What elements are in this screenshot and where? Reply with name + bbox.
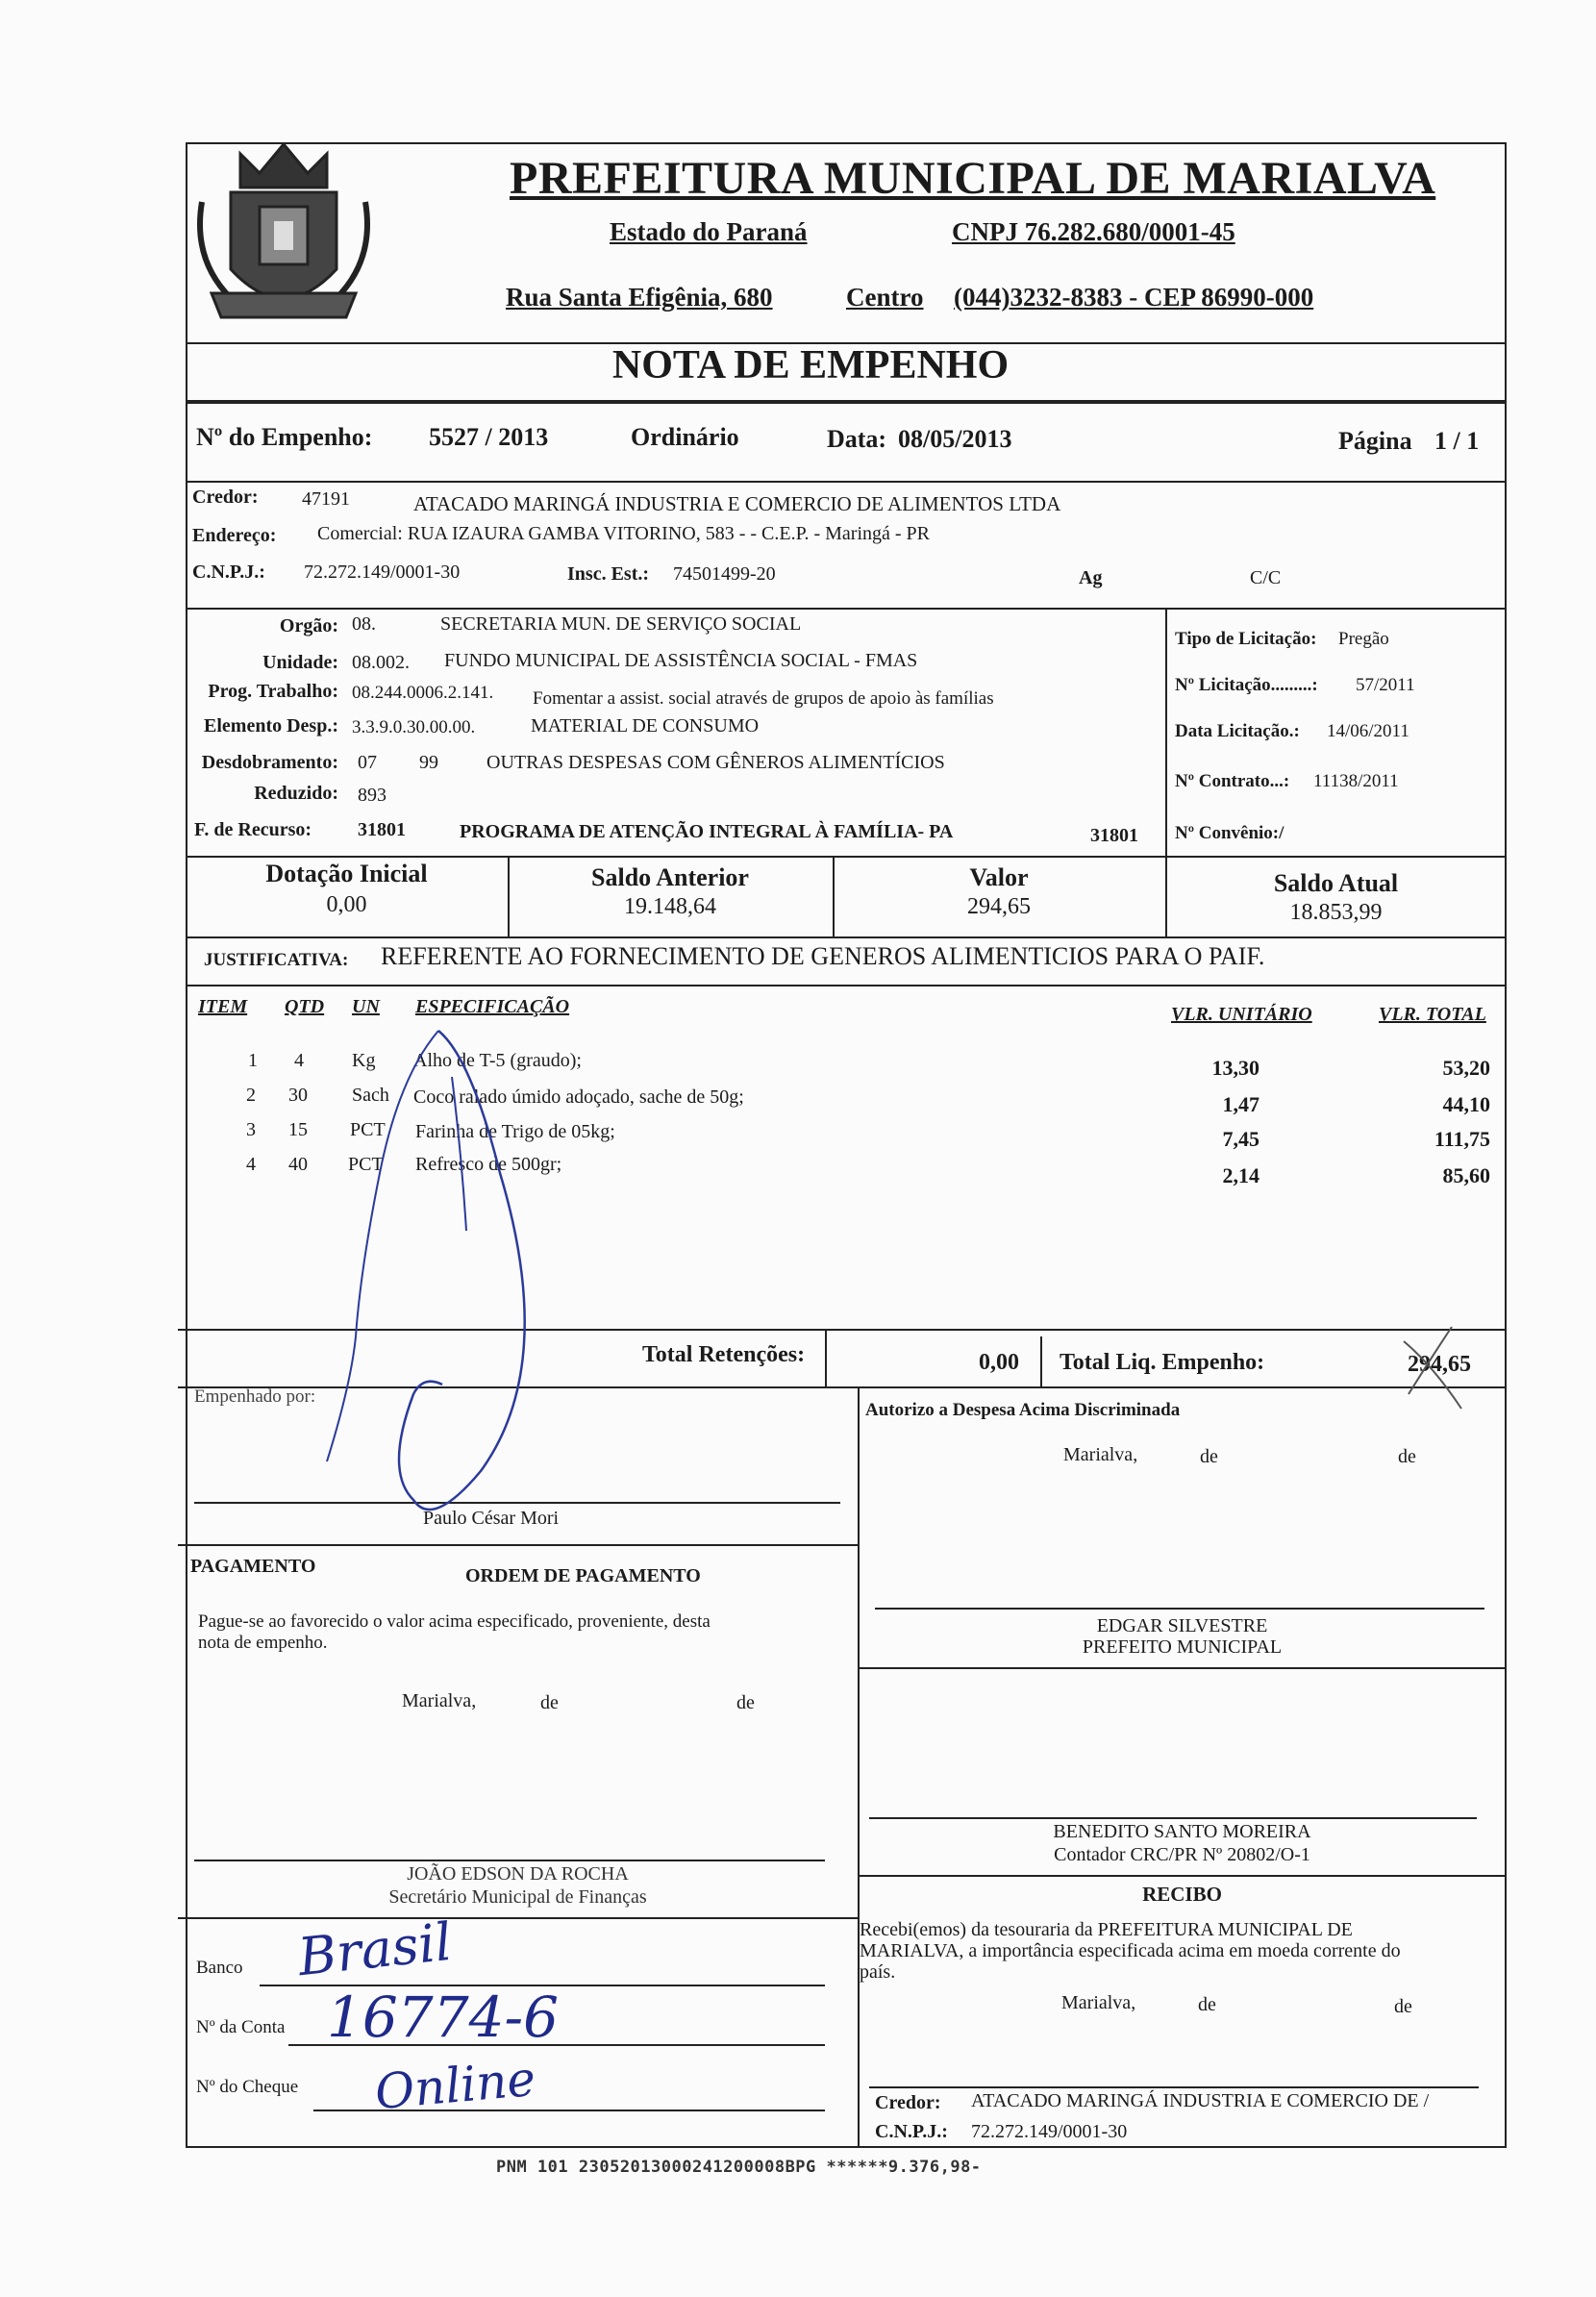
- header-phone-cep: (044)3232-8383 - CEP 86990-000: [954, 283, 1314, 312]
- secretario-name: JOÃO EDSON DA ROCHA: [407, 1863, 629, 1885]
- desdobramento-label: Desdobramento:: [201, 752, 338, 773]
- credor-label: Credor:: [192, 487, 259, 508]
- orgao-label: Orgão:: [279, 615, 338, 637]
- desdobramento-a: 07: [358, 752, 377, 773]
- row-total: 44,10: [1442, 1092, 1490, 1116]
- tipo-licitacao-label: Tipo de Licitação:: [1175, 629, 1317, 649]
- saldo-atual-value: 18.853,99: [1289, 900, 1383, 925]
- convenio-label: Nº Convênio:/: [1175, 823, 1284, 843]
- autorizo-de1: de: [1200, 1446, 1218, 1467]
- recurso-desc: PROGRAMA DE ATENÇÃO INTEGRAL À FAMÍLIA- PA: [460, 821, 954, 842]
- empenho-date: 08/05/2013: [898, 425, 1012, 453]
- empenho-type: Ordinário: [631, 423, 739, 451]
- total-retencoes-label: Total Retenções:: [642, 1342, 806, 1367]
- check-mark: [1394, 1317, 1471, 1413]
- row-unit: 13,30: [1211, 1056, 1259, 1080]
- row-desc: Coco ralado úmido adoçado, sache de 50g;: [413, 1086, 744, 1108]
- divider: [186, 481, 1507, 483]
- row-qtd: 4: [294, 1050, 304, 1071]
- divider: [186, 400, 1507, 404]
- total-retencoes-value: 0,00: [979, 1350, 1019, 1375]
- col-un: UN: [352, 996, 380, 1017]
- recibo-text-1: Recebi(emos) da tesouraria da PREFEITURA MUNICIPAL DE: [860, 1919, 1353, 1940]
- row-unit: 7,45: [1222, 1127, 1259, 1151]
- pagamento-de2: de: [736, 1692, 755, 1713]
- recibo-credor-label: Credor:: [875, 2092, 941, 2113]
- reduzido-label: Reduzido:: [254, 783, 338, 804]
- saldo-atual-label: Saldo Atual: [1273, 869, 1399, 897]
- signature-line: [869, 2086, 1479, 2088]
- col-valor-unitario: VLR. UNITÁRIO: [1171, 1004, 1312, 1025]
- recibo-credor: ATACADO MARINGÁ INDUSTRIA E COMERCIO DE /: [971, 2090, 1430, 2111]
- address-label: Endereço:: [192, 525, 277, 546]
- contador-name: BENEDITO SANTO MOREIRA: [1053, 1821, 1311, 1842]
- data-licitacao: 14/06/2011: [1327, 721, 1409, 741]
- num-licitacao: 57/2011: [1356, 675, 1415, 695]
- row-item: 1: [248, 1050, 258, 1071]
- divider: [858, 1875, 1507, 1877]
- recibo-cnpj: 72.272.149/0001-30: [971, 2121, 1128, 2142]
- recurso-code: 31801: [358, 819, 406, 840]
- row-total: 53,20: [1442, 1056, 1490, 1080]
- saldo-anterior-label: Saldo Anterior: [591, 863, 749, 891]
- recurso-code-right: 31801: [1090, 825, 1138, 846]
- prefeito-name: EDGAR SILVESTRE: [1096, 1615, 1268, 1636]
- row-un: Kg: [352, 1050, 376, 1071]
- divider: [1040, 1336, 1042, 1386]
- conta-label: Nº da Conta: [196, 2017, 286, 2037]
- divider: [178, 1917, 858, 1919]
- divider: [186, 856, 1507, 858]
- divider: [186, 608, 1507, 610]
- elemento-code: 3.3.9.0.30.00.00.: [352, 717, 476, 737]
- recibo-de1: de: [1198, 1994, 1216, 2015]
- contrato-value: 11138/2011: [1313, 771, 1399, 791]
- pagamento-text-2: nota de empenho.: [198, 1633, 328, 1653]
- banco-handwritten: Brasil: [295, 1910, 455, 1988]
- credor-address: Comercial: RUA IZAURA GAMBA VITORINO, 583 - - C.E.P. - Maringá - PR: [317, 523, 931, 544]
- unidade-code: 08.002.: [352, 652, 410, 673]
- header-cnpj: CNPJ 76.282.680/0001-45: [952, 217, 1235, 246]
- row-un: Sach: [352, 1085, 389, 1106]
- page-label: Página: [1338, 427, 1412, 455]
- row-qtd: 30: [288, 1085, 308, 1106]
- row-un: PCT: [350, 1119, 386, 1140]
- signature-line: [869, 1817, 1477, 1819]
- row-desc: Farinha de Trigo de 05kg;: [415, 1121, 615, 1142]
- row-desc: Alho de T-5 (graudo);: [413, 1050, 582, 1071]
- orgao-code: 08.: [352, 613, 376, 635]
- prog-desc: Fomentar a assist. social através de grupos de apoio às famílias: [533, 688, 994, 709]
- header-district: Centro: [846, 283, 924, 312]
- reduzido-value: 893: [358, 785, 387, 806]
- signature-line: [194, 1860, 825, 1861]
- divider: [858, 1386, 860, 2148]
- insc-label: Insc. Est.:: [567, 563, 650, 585]
- row-qtd: 40: [288, 1154, 308, 1175]
- autorizo-de2: de: [1398, 1446, 1416, 1467]
- recibo-de2: de: [1394, 1996, 1412, 2017]
- col-especificacao: ESPECIFICAÇÃO: [415, 996, 570, 1017]
- empenho-date-label: Data:: [827, 425, 887, 453]
- row-item: 3: [246, 1119, 256, 1140]
- cheque-label: Nº do Cheque: [196, 2077, 299, 2097]
- cc-label: C/C: [1250, 567, 1282, 588]
- pagamento-label: PAGAMENTO: [190, 1556, 316, 1577]
- num-licitacao-label: Nº Licitação.........:: [1175, 675, 1318, 695]
- row-item: 2: [246, 1085, 256, 1106]
- contrato-label: Nº Contrato...:: [1175, 771, 1290, 791]
- dotacao-label: Dotação Inicial: [265, 860, 428, 887]
- header-state: Estado do Paraná: [610, 217, 808, 246]
- unidade-label: Unidade:: [262, 652, 338, 673]
- credor-code: 47191: [302, 488, 350, 510]
- divider: [178, 1544, 858, 1546]
- city-coat-of-arms: [192, 135, 375, 337]
- recurso-label: F. de Recurso:: [194, 819, 312, 840]
- divider: [186, 985, 1507, 986]
- signature-line: [875, 1608, 1484, 1610]
- divider: [825, 1329, 827, 1386]
- header-title: PREFEITURA MUNICIPAL DE MARIALVA: [510, 153, 1436, 204]
- empenho-label: Nº do Empenho:: [196, 423, 373, 451]
- banco-label: Banco: [196, 1958, 243, 1978]
- divider: [1165, 608, 1167, 856]
- cheque-handwritten: Online: [372, 2050, 538, 2121]
- page-number: 1 / 1: [1434, 427, 1480, 455]
- autorizo-label: Autorizo a Despesa Acima Discriminada: [865, 1400, 1181, 1420]
- secretario-role: Secretário Municipal de Finanças: [388, 1886, 647, 1908]
- justificativa-label: JUSTIFICATIVA:: [204, 950, 349, 970]
- pagamento-de1: de: [540, 1692, 559, 1713]
- valor-value: 294,65: [967, 894, 1031, 919]
- saldo-anterior-value: 19.148,64: [624, 894, 716, 919]
- document-title: NOTA DE EMPENHO: [611, 343, 1010, 387]
- recibo-title: RECIBO: [1142, 1883, 1222, 1906]
- conta-handwritten: 16774-6: [327, 1985, 560, 2050]
- col-qtd: QTD: [285, 996, 325, 1017]
- row-unit: 1,47: [1222, 1092, 1259, 1116]
- elemento-label: Elemento Desp.:: [204, 715, 338, 737]
- justificativa-text: REFERENTE AO FORNECIMENTO DE GENEROS ALIMENTICIOS PARA O PAIF.: [381, 942, 1265, 970]
- tipo-licitacao: Pregão: [1338, 629, 1389, 649]
- header-street: Rua Santa Efigênia, 680: [506, 283, 773, 312]
- row-un: PCT: [348, 1154, 384, 1175]
- desdobramento-desc: OUTRAS DESPESAS COM GÊNEROS ALIMENTÍCIOS: [486, 752, 945, 773]
- recibo-cnpj-label: C.N.P.J.:: [875, 2121, 948, 2142]
- valor-label: Valor: [969, 863, 1029, 891]
- signature-scrawl: [269, 1019, 635, 1538]
- prefeito-role: PREFEITO MUNICIPAL: [1082, 1636, 1283, 1658]
- ordem-pagamento-label: ORDEM DE PAGAMENTO: [465, 1565, 701, 1586]
- ag-label: Ag: [1079, 567, 1103, 588]
- recibo-place: Marialva,: [1061, 1992, 1136, 2013]
- desdobramento-b: 99: [419, 752, 438, 773]
- total-liquido-label: Total Liq. Empenho:: [1060, 1350, 1265, 1375]
- autorizo-place: Marialva,: [1063, 1444, 1138, 1465]
- orgao-desc: SECRETARIA MUN. DE SERVIÇO SOCIAL: [440, 613, 802, 635]
- row-item: 4: [246, 1154, 256, 1175]
- cnpj-label: C.N.P.J.:: [192, 562, 265, 583]
- prog-label: Prog. Trabalho:: [208, 681, 338, 702]
- divider: [186, 936, 1507, 938]
- row-desc: Refresco de 500gr;: [415, 1154, 562, 1175]
- divider: [858, 1667, 1507, 1669]
- row-total: 111,75: [1434, 1127, 1490, 1151]
- contador-role: Contador CRC/PR Nº 20802/O-1: [1054, 1844, 1310, 1865]
- credor-insc: 74501499-20: [673, 563, 776, 585]
- pagamento-place: Marialva,: [402, 1690, 477, 1711]
- col-valor-total: VLR. TOTAL: [1379, 1004, 1486, 1025]
- row-qtd: 15: [288, 1119, 308, 1140]
- unidade-desc: FUNDO MUNICIPAL DE ASSISTÊNCIA SOCIAL - FMAS: [444, 650, 918, 671]
- recibo-text-2: MARIALVA, a importância especificada acima em moeda corrente do: [860, 1940, 1401, 1961]
- col-item: ITEM: [198, 996, 248, 1017]
- empenho-number: 5527 / 2013: [429, 423, 549, 451]
- credor-name: ATACADO MARINGÁ INDUSTRIA E COMERCIO DE ALIMENTOS LTDA: [413, 492, 1061, 515]
- empenhado-name: Paulo César Mori: [423, 1508, 560, 1529]
- footer-code: PNM 101 23052013000241200008BPG ******9.376,98-: [496, 2158, 982, 2177]
- credor-cnpj: 72.272.149/0001-30: [304, 562, 461, 583]
- recibo-text-3: país.: [860, 1961, 896, 1983]
- row-total: 85,60: [1442, 1163, 1490, 1187]
- dotacao-value: 0,00: [326, 892, 367, 917]
- row-unit: 2,14: [1222, 1163, 1259, 1187]
- total-liquido-value: 294,65: [1408, 1352, 1471, 1377]
- data-licitacao-label: Data Licitação.:: [1175, 721, 1300, 741]
- empenhado-label: Empenhado por:: [194, 1386, 316, 1407]
- pagamento-text-1: Pague-se ao favorecido o valor acima especificado, proveniente, desta: [198, 1611, 711, 1632]
- elemento-desc: MATERIAL DE CONSUMO: [531, 715, 760, 737]
- prog-code: 08.244.0006.2.141.: [352, 683, 494, 703]
